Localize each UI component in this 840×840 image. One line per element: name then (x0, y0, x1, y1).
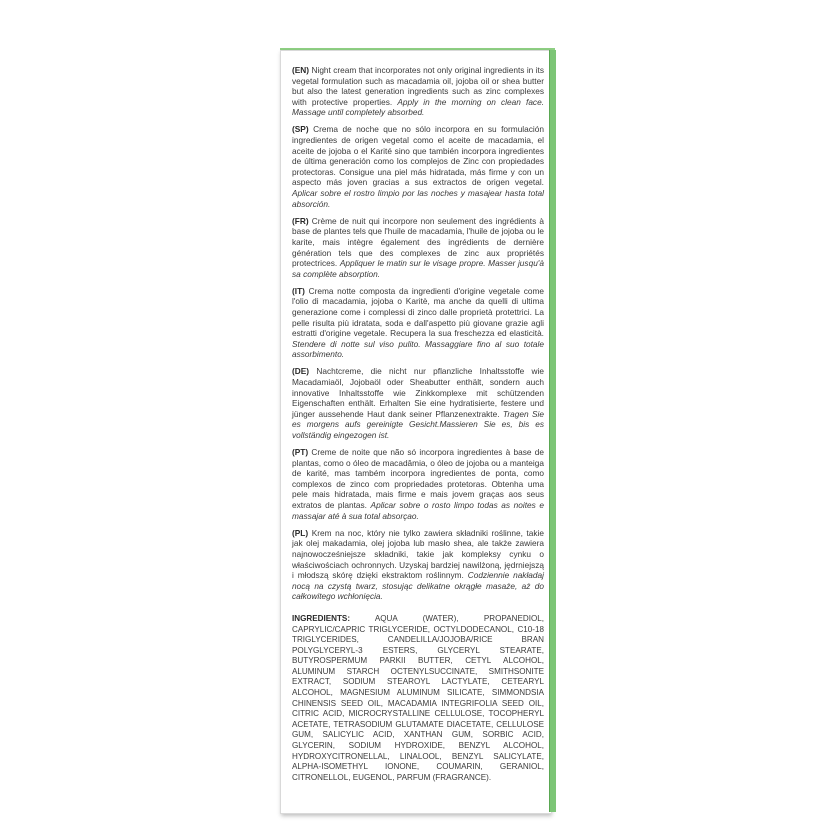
description-en: (EN) Night cream that incorporates not only original ingredients in its vegetal formulation such as macadamia oil, jojoba oil or shea butter but also the latest generation ingredients such as zinc complexes with protective properties. Apply in the morning on clean face. Massage until completely absorbed. (292, 65, 544, 118)
ingredients-list: INGREDIENTS: AQUA (WATER), PROPANEDIOL, CAPRYLIC/CAPRIC TRIGLYCERIDE, OCTYLDODECANOL, C10-18 TRIGLYCERIDES, CANDELILLA/JOJOBA/RICE BRAN POLYGLYCERYL-3 ESTERS, GLYCERYL STEARATE, BUTYROSPERMUM PARKII BUTTER, CETYL ALCOHOL, ALUMINUM STARCH OCTENYLSUCCINATE, SMITHSONITE EXTRACT, SODIUM STEAROYL LACTYLATE, CETEARYL ALCOHOL, MAGNESIUM ALUMINUM SILICATE, SIMMONDSIA CHINENSIS SEED OIL, MACADAMIA INTEGRIFOLIA SEED OIL, CITRIC ACID, MICROCRYSTALLINE CELLULOSE, TOCOPHERYL ACETATE, TETRASODIUM GLUTAMATE DIACETATE, CELLULOSE GUM, SALICYLIC ACID, XANTHAN GUM, SORBIC ACID, GLYCERIN, SODIUM HYDROXIDE, BENZYL ALCOHOL, HYDROXYCITRONELLAL, LINALOOL, BENZYL SALICYLATE, ALPHA-ISOMETHYL IONONE, COUMARIN, GERANIOL, CITRONELLOL, EUGENOL, PARFUM (FRAGRANCE). (292, 613, 544, 782)
description-de: (DE) Nachtcreme, die nicht nur pflanzliche Inhaltsstoffe wie Macadamiaöl, Jojobaöl oder Sheabutter enthält, sondern auch innovative Inhaltsstoffe wie Zinkkomplexe mit schützenden Eigenschaften enthält. Erhalten Sie eine hydratisierte, festere und jünger aussehende Haut dank seiner Pflanzenextrakte. Tragen Sie es morgens aufs gereinigte Gesicht.Massieren Sie es, bis es vollständig eingezogen ist. (292, 366, 544, 440)
description-pt: (PT) Creme de noite que não só incorpora ingredientes à base de plantas, como o óleo de macadâmia, o óleo de jojoba ou a manteiga de karité, mas também incorpora ingredientes de ponta, como complexos de zinco com propriedades protetoras. Obtenha uma pele mais hidratada, mais firme e mais jovem graças aos seus extratos de plantas. Aplicar sobre o rosto limpo todas as noites e massajar até à sua total absorçao. (292, 447, 544, 521)
description-fr: (FR) Crème de nuit qui incorpore non seulement des ingrédients à base de plantes tels que l'huile de macadamia, l'huile de jojoba ou le karite, mais intègre également des ingrédients de dernière génération tels que des complexes de zinc aux propriétés protectrices. Appliquer le matin sur le visage propre. Masser jusqu'à sa complète absorption. (292, 215, 545, 279)
description-pl: (PL) Krem na noc, który nie tylko zawiera składniki roślinne, takie jak olej makadamia, olej jojoba lub masło shea, ale także zawiera najnowocześniejsze składniki, takie jak kompleksy cynku o właściwościach ochronnych. Uzyskaj bardziej nawilżoną, jędrniejszą i młodszą skórę dzięki ekstraktom roślinnym. Codziennie nakładaj nocą na czystą twarz, stosując delikatne okrągłe masaże, aż do całkowitego wchłonięcia. (292, 527, 544, 602)
description-it: (IT) Crema notte composta da ingredienti d'origine vegetale come l'olio di macadamia, jojoba o Karitè, ma anche da quelli di ultima generazione come i complessi di zinco dalle proprietà protettrici. La pelle risulta più idratata, soda e dall'aspetto più giovane grazie agli estratti d'origine vegetale. Recupera la sua freschezza ed elasticità. Stendere di notte sul viso pulito. Massaggiare fino al suo totale assorbimento. (292, 285, 544, 360)
green-side-edge (549, 50, 556, 812)
description-sp: (SP) Crema de noche que no sólo incorpora en su formulación ingredientes de origen vegetal como el aceite de macadamia, el aceite de jojoba o el Karité sino que también incorpora ingredientes de última generación como los complejos de Zinc con propiedades protectoras. Consigue una piel más hidratada, más firme y con un aspecto más joven gracias a sus extractos de origen vegetal. Aplicar sobre el rostro limpio por las noches y masajear hasta total absorción. (292, 124, 544, 209)
label-text-block (292, 65, 544, 792)
